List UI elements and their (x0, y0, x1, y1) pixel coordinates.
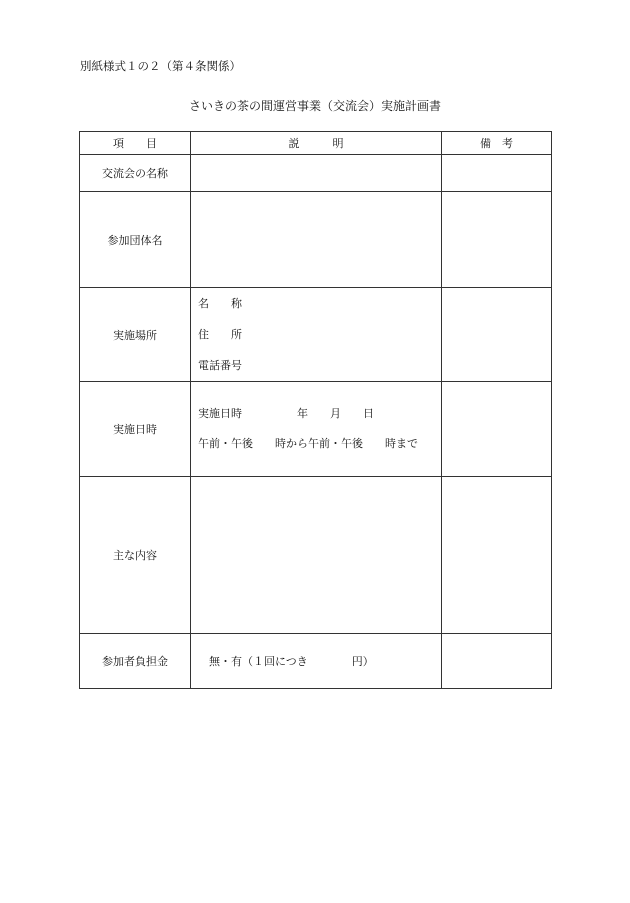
venue-address-line: 住 所 (198, 328, 242, 341)
row-content-description[interactable] (191, 477, 442, 634)
row-datetime-remarks[interactable] (442, 382, 552, 477)
row-name-label: 交流会の名称 (80, 155, 191, 192)
header-description: 説 明 (191, 132, 442, 155)
row-datetime (80, 382, 552, 477)
row-name (80, 155, 552, 192)
row-groups-remarks[interactable] (442, 192, 552, 288)
header-remarks: 備 考 (442, 132, 552, 155)
row-name-description[interactable] (191, 155, 442, 192)
row-datetime-label: 実施日時 (80, 382, 191, 477)
venue-name-line: 名 称 (198, 297, 242, 310)
header-item: 項 目 (80, 132, 191, 155)
row-venue-label: 実施場所 (80, 288, 191, 382)
row-fee-label: 参加者負担金 (80, 634, 191, 689)
row-fee-value[interactable]: 無・有（１回につき 円） (191, 634, 442, 689)
row-content-label: 主な内容 (80, 477, 191, 634)
row-groups (80, 192, 552, 288)
datetime-date-line: 実施日時 年 月 日 (198, 407, 374, 420)
form-reference: 別紙様式１の２（第４条関係） (80, 59, 241, 73)
row-datetime-description[interactable] (191, 382, 442, 477)
row-name-remarks[interactable] (442, 155, 552, 192)
venue-phone-line: 電話番号 (198, 359, 242, 372)
row-groups-label: 参加団体名 (80, 192, 191, 288)
row-groups-description[interactable] (191, 192, 442, 288)
row-fee-remarks[interactable] (442, 634, 552, 689)
row-venue-description[interactable] (191, 288, 442, 382)
plan-table (79, 131, 552, 689)
row-content-remarks[interactable] (442, 477, 552, 634)
document-title: さいきの茶の間運営事業（交流会）実施計画書 (188, 99, 441, 113)
table-header-row (80, 132, 552, 155)
row-venue (80, 288, 552, 382)
row-content (80, 477, 552, 634)
row-venue-remarks[interactable] (442, 288, 552, 382)
datetime-time-line: 午前・午後 時から午前・午後 時まで (198, 437, 418, 450)
row-fee (80, 634, 552, 689)
